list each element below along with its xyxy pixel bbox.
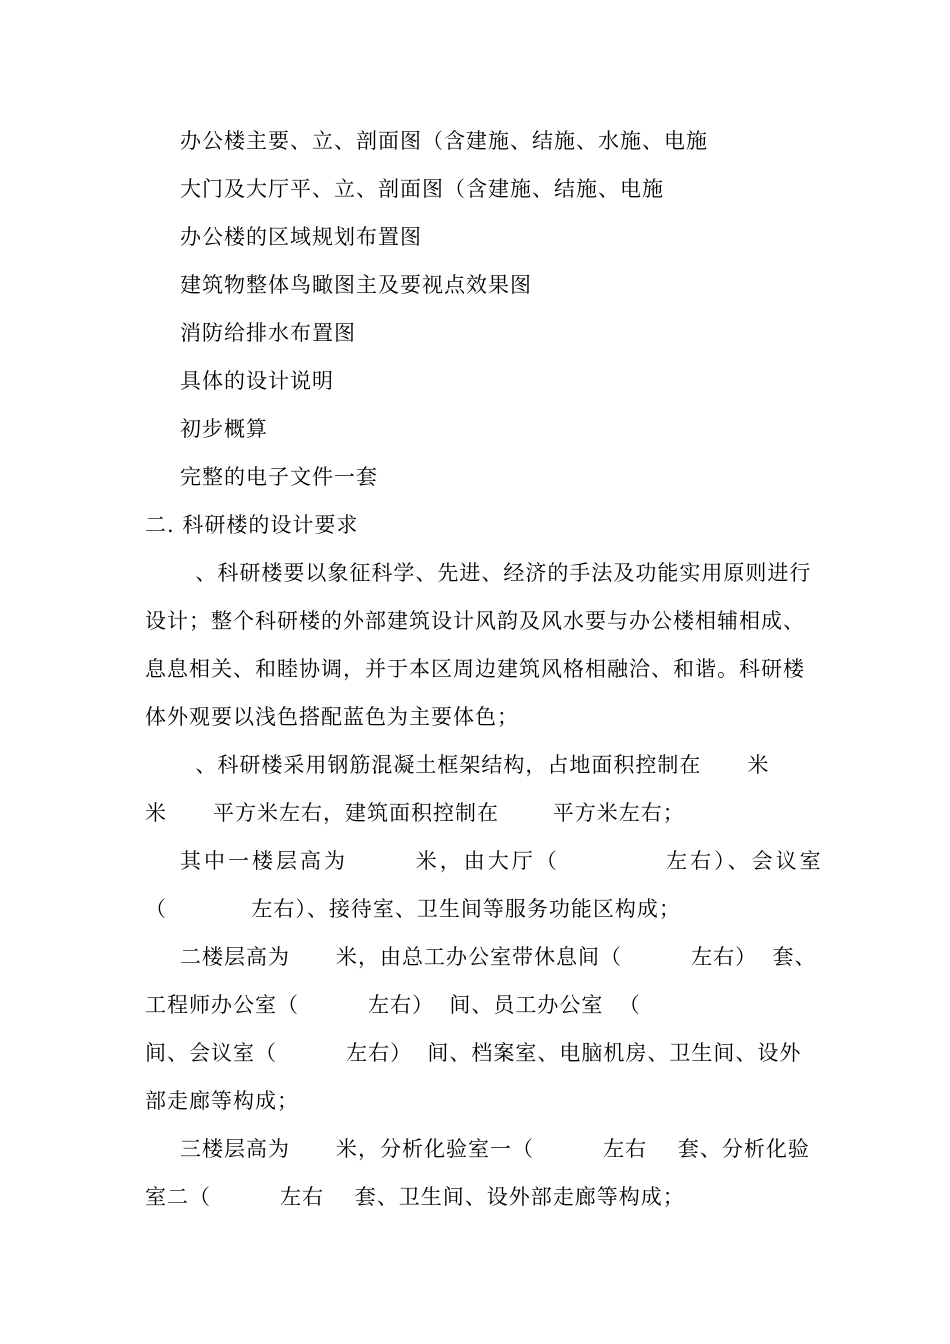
list-item: 消防给排水布置图 <box>180 321 356 345</box>
paragraph-line: 设计；整个科研楼的外部建筑设计风韵及风水要与办公楼相辅相成、 <box>145 609 805 633</box>
paragraph-line: 三楼层高为 米，分析化验室一（ 左右 套、分析化验 <box>180 1137 810 1161</box>
list-item: 建筑物整体鸟瞰图主及要视点效果图 <box>180 273 532 297</box>
paragraph-line: 米 平方米左右，建筑面积控制在 平方米左右； <box>145 801 685 825</box>
list-item: 完整的电子文件一套 <box>180 465 378 489</box>
list-item: 初步概算 <box>180 417 268 441</box>
paragraph-line: 间、会议室（ 左右） 间、档案室、电脑机房、卫生间、设外 <box>145 1041 802 1065</box>
paragraph-line: 体外观要以浅色搭配蓝色为主要体色； <box>145 705 519 729</box>
paragraph-line: 其中一楼层高为 米，由大厅（ 左右）、会议室 <box>180 849 824 873</box>
list-item: 办公楼的区域规划布置图 <box>180 225 422 249</box>
paragraph-line: 息息相关、和睦协调，并于本区周边建筑风格相融洽、和谐。科研楼 <box>145 657 805 681</box>
paragraph-line: 、科研楼采用钢筋混凝土框架结构，占地面积控制在 米 <box>180 753 770 777</box>
paragraph-line: 工程师办公室（ 左右） 间、员工办公室 （ <box>145 993 641 1017</box>
list-item: 具体的设计说明 <box>180 369 334 393</box>
list-item: 大门及大厅平、立、剖面图（含建施、结施、电施 <box>180 177 664 201</box>
paragraph-line: （ 左右）、接待室、卫生间等服务功能区构成； <box>145 897 681 921</box>
paragraph-line: 部走廊等构成； <box>145 1089 299 1113</box>
section-heading: 二. 科研楼的设计要求 <box>145 513 359 537</box>
list-item: 办公楼主要、立、剖面图（含建施、结施、水施、电施 <box>180 129 708 153</box>
paragraph-line: 二楼层高为 米，由总工办公室带休息间（ 左右） 套、 <box>180 945 817 969</box>
paragraph-line: 室二（ 左右 套、卫生间、设外部走廊等构成； <box>145 1185 685 1209</box>
paragraph-line: 、科研楼要以象征科学、先进、经济的手法及功能实用原则进行 <box>180 561 812 585</box>
